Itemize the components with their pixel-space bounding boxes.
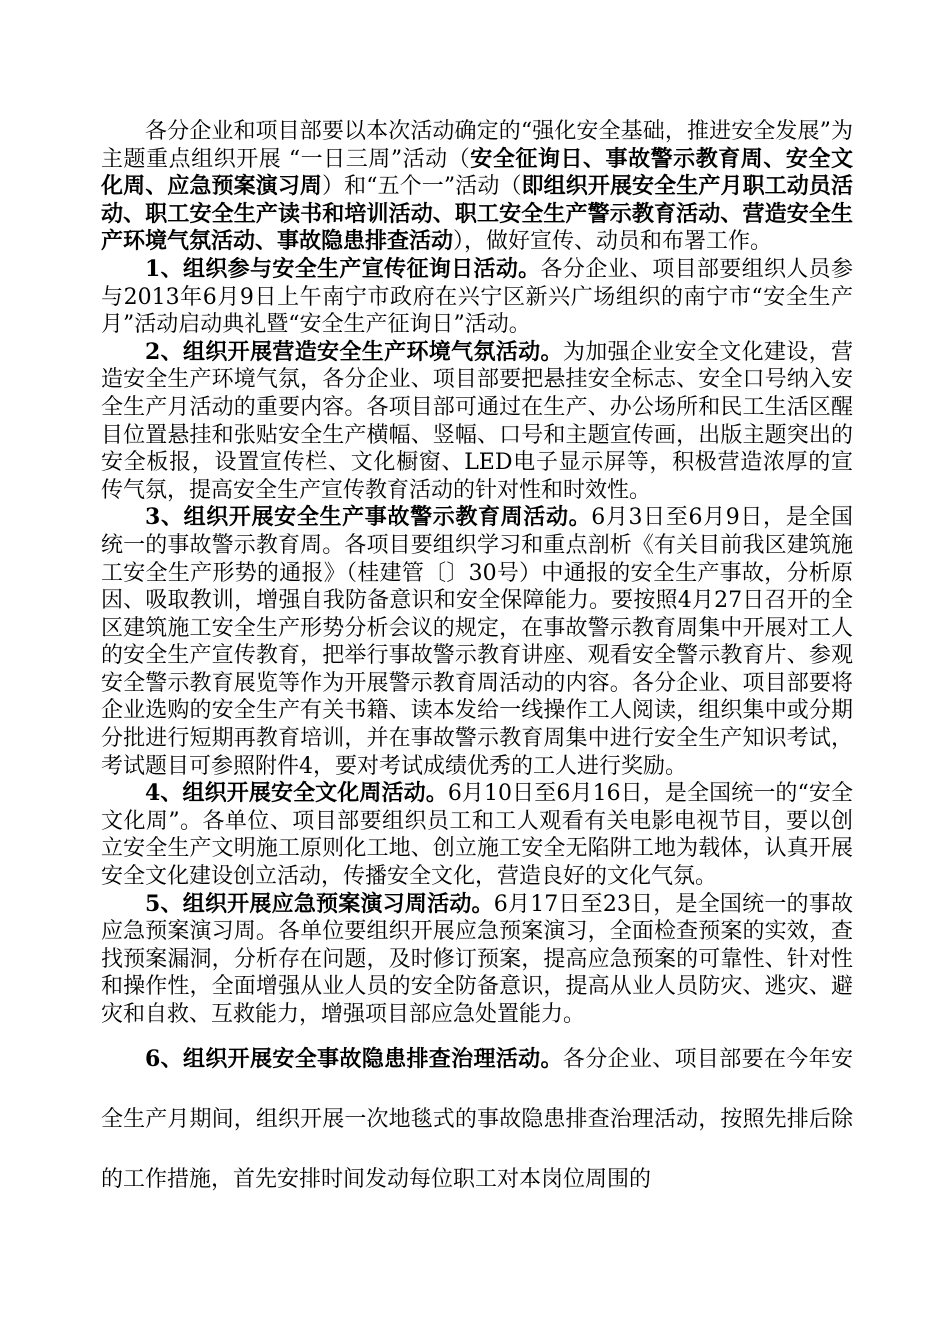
item-heading-6: 6、组织开展安全事故隐患排查治理活动。: [145, 1045, 563, 1072]
intro-text-pre: 各分企业和项目部要以本次活动确定的“强化安全基础，推进安全发展”为主题重点组织开展 “一日三周”活动（: [101, 119, 853, 172]
item-body-3: 6月3日至6月9日，是全国统一的事故警示教育周。各项目要组织学习和重点剖析《有关目前我区建筑施工安全生产形势的通报》（桂建管〔〕30号）中通报的安全生产事故，分析原因、吸取教训，增强自我防备意识和安全保障能力。要按照4月27日召开的全区建筑施工安全生产形势分析会议的规定，在事故警示教育周集中开展对工人的安全生产宣传教育，把举行事故警示教育讲座、观看安全警示教育片、参观安全警示教育展览等作为开展警示教育周活动的内容。各分企业、项目部要将企业选购的安全生产有关书籍、读本发给一线操作工人阅读，组织集中或分期分批进行短期再教育培训，并在事故警示教育周集中进行安全生产知识考试，考试题目可参照附件4，要对考试成绩优秀的工人进行奖励。: [101, 505, 853, 779]
item-paragraph-5: [101, 891, 853, 1029]
item-heading-5: 5、组织开展应急预案演习周活动。: [145, 890, 494, 917]
item-body-1: 各分企业、项目部要组织人员参与2013年6月9日上午南宁市政府在兴宁区新兴广场组织的南宁市“安全生产月”活动启动典礼暨“安全生产征询日”活动。: [101, 256, 853, 338]
item-paragraph-1: [101, 256, 853, 339]
intro-text-post: ），做好宣传、动员和布署工作。: [453, 229, 773, 255]
intro-bold-five-activities: 即组织开展安全生产月职工动员活动、职工安全生产读书和培训活动、职工安全生产警示教育活动、营造安全生产环境气氛活动、事故隐患排查活动: [101, 173, 853, 255]
item-paragraph-6: [101, 1029, 853, 1210]
item-body-4: 6月10日至6月16日，是全国统一的“安全文化周”。各单位、项目部要组织员工和工人观看有关电影电视节目，要以创立安全生产文明施工原则化工地、创立施工安全无陷阱工地为载体，认真开展安全文化建设创立活动，传播安全文化，营造良好的文化气氛。: [101, 781, 854, 890]
document-body: [101, 118, 853, 1210]
item-heading-1: 1、组织参与安全生产宣传征询日活动。: [145, 255, 541, 282]
item-body-6: 各分企业、项目部要在今年安全生产月期间，组织开展一次地毯式的事故隐患排查治理活动，按照先排后除的工作措施，首先安排时间发动每位职工对本岗位周围的: [101, 1046, 853, 1192]
item-body-5: 6月17日至23日，是全国统一的事故应急预案演习周。各单位要组织开展应急预案演习，全面检查预案的实效，查找预案漏洞，分析存在问题，及时修订预案，提高应急预案的可靠性、针对性和操作性，全面增强从业人员的安全防备意识，提高从业人员防灾、逃灾、避灾和自救、互救能力，增强项目部应急处置能力。: [101, 891, 853, 1027]
item-heading-4: 4、组织开展安全文化周活动。: [145, 780, 448, 807]
item-body-2: 为加强企业安全文化建设，营造安全生产环境气氛，各分企业、项目部要把悬挂安全标志、安全口号纳入安全生产月活动的重要内容。各项目部可通过在生产、办公场所和民工生活区醒目位置悬挂和张贴安全生产横幅、竖幅、口号和主题宣传画，出版主题突出的安全板报，设置宣传栏、文化橱窗、LED电子显示屏等，积极营造浓厚的宣传气氛，提高安全生产宣传教育活动的针对性和时效性。: [101, 339, 853, 503]
intro-paragraph: [101, 118, 853, 256]
item-paragraph-3: [101, 504, 853, 780]
item-paragraph-2: [101, 339, 853, 505]
intro-text-mid: ）和“五个一”活动（: [322, 174, 522, 200]
item-paragraph-4: [101, 780, 853, 890]
item-heading-2: 2、组织开展营造安全生产环境气氛活动。: [145, 338, 563, 365]
item-heading-3: 3、组织开展安全生产事故警示教育周活动。: [145, 504, 592, 531]
intro-bold-activities: 安全征询日、事故警示教育周、安全文化周、应急预案演习周: [101, 145, 853, 200]
